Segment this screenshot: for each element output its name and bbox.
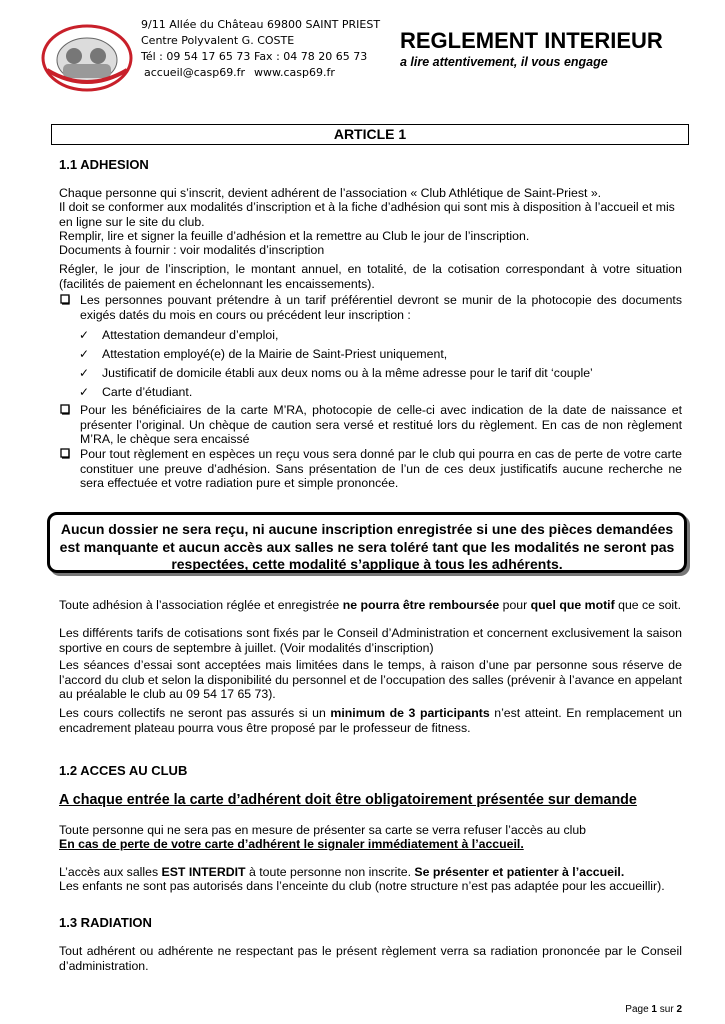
club-logo <box>41 14 133 92</box>
list-item-text: Pour les bénéficiaires de la carte M’RA, photocopie de celle-ci avec indication de la date de naissance et présenter l’original. Un chèque de caution sera versé et restitué lors du règlement. En cas de non règlement M’RA, le chèque sera encaissé <box>80 403 682 447</box>
total-pages: 2 <box>676 1004 682 1015</box>
check-item <box>79 328 639 343</box>
phone: Tél : 09 54 17 65 73 <box>141 50 251 63</box>
text-span: Page <box>625 1004 652 1015</box>
check-item <box>79 385 639 400</box>
text-span: que ce soit. <box>614 598 681 612</box>
list-item-cash-receipt <box>59 447 682 491</box>
paragraph-documents: Documents à fournir : voir modalités d’inscription <box>59 243 325 257</box>
checkbox-bullet-icon <box>59 403 71 415</box>
text-span: pour <box>499 598 531 612</box>
text-span: sur <box>656 1004 677 1015</box>
access-card-rule: A chaque entrée la carte d’adhérent doit être obligatoirement présentée sur demande <box>59 792 637 808</box>
check-item-text: Attestation demandeur d’emploi, <box>102 328 279 342</box>
paragraph-payment: Régler, le jour de l’inscription, le montant annuel, en totalité, de la cotisation correspondant à votre situation (facilités de paiement en échelonnant les encaissements). <box>59 262 682 291</box>
paragraph-group-classes <box>59 706 682 735</box>
check-item-text: Attestation employé(e) de la Mairie de Saint-Priest uniquement, <box>102 347 448 361</box>
checkbox-bullet-icon <box>59 447 71 459</box>
paragraph-access-forbidden <box>59 865 682 880</box>
bold-span: quel que motif <box>530 598 615 612</box>
email-row <box>141 65 391 81</box>
check-item-text: Carte d’étudiant. <box>102 385 193 399</box>
paragraph-trial-sessions: Les séances d’essai sont acceptées mais limitées dans le temps, à raison d’une par personne sous réserve de l’accord du club et selon la disponibilité du personnel et de l’occupation des salles (prévenir à l’avance en appelant au préalable le club au 09 54 17 65 73). <box>59 658 682 702</box>
list-item-text: Les personnes pouvant prétendre à un tarif préférentiel devront se munir de la photocopie des documents exigés datés du mois en cours ou précédent leur inscription : <box>80 293 682 322</box>
checkmark-icon: ✓ <box>79 328 90 342</box>
checkmark-icon: ✓ <box>79 366 90 380</box>
bold-span: minimum de 3 participants <box>330 706 490 720</box>
paragraph-tariffs: Les différents tarifs de cotisations sont fixés par le Conseil d’Administration et concernent exclusivement la saison sportive en cours de septembre à juillet. (Voir modalités d’inscription) <box>59 626 682 655</box>
phone-row <box>141 49 391 65</box>
center-name: Centre Polyvalent G. COSTE <box>141 34 295 47</box>
paragraph-membership: Chaque personne qui s’inscrit, devient adhérent de l’association « Club Athlétique de Saint-Priest ». <box>59 186 602 200</box>
address: 9/11 Allée du Château 69800 SAINT PRIEST <box>141 18 381 31</box>
page-title: REGLEMENT INTERIEUR <box>400 28 663 53</box>
check-item <box>79 366 679 381</box>
bold-span: EST INTERDIT <box>161 865 246 879</box>
article-heading: ARTICLE 1 <box>51 124 689 145</box>
warning-notice-box: Aucun dossier ne sera reçu, ni aucune inscription enregistrée si une des pièces demandées est manquante et aucun accès aux salles ne sera toléré tant que les modalités ne seront pas respectées, cette modalité s’applique à tous les adhérents. <box>47 512 687 573</box>
text-span: à toute personne non inscrite. <box>245 865 415 879</box>
text-span: n’est atteint. En remplacement un encadrement plateau pourra vous être proposé par le professeur de fitness. <box>59 706 683 735</box>
paragraph-fill-form: Remplir, lire et signer la feuille d’adhésion et la remettre au Club le jour de l’inscription. <box>59 229 530 243</box>
paragraph-card-loss: En cas de perte de votre carte d’adhérent le signaler immédiatement à l’accueil. <box>59 837 524 851</box>
page-number <box>625 1004 682 1016</box>
checkmark-icon: ✓ <box>79 347 90 361</box>
section-heading-adhesion: 1.1 ADHESION <box>59 157 149 172</box>
text-span: Les cours collectifs ne seront pas assurés si un <box>59 706 331 720</box>
list-item-preferential-rate <box>59 293 682 322</box>
paragraph-card-refusal: Toute personne qui ne sera pas en mesure de présenter sa carte se verra refuser l’accès au club <box>59 823 587 837</box>
fax: Fax : 04 78 20 65 73 <box>254 50 368 63</box>
checkmark-icon: ✓ <box>79 385 90 399</box>
checkbox-bullet-icon <box>59 293 71 305</box>
website-link[interactable]: www.casp69.fr <box>254 66 335 79</box>
list-item-text: Pour tout règlement en espèces un reçu vous sera donné par le club qui pourra en cas de perte de votre carte constituer une preuve d’adhésion. Sans présentation de l’un de ces deux justificatifs aucune recherche ne sera effectuée et votre radiation pure et simple prononcée. <box>80 447 682 491</box>
text-span: Toute adhésion à l’association réglée et enregistrée <box>59 598 343 612</box>
bold-span: ne pourra être remboursée <box>342 598 500 612</box>
club-logo-icon <box>41 14 133 92</box>
bold-span: Se présenter et patienter à l’accueil. <box>414 865 625 879</box>
paragraph-radiation: Tout adhérent ou adhérente ne respectant pas le présent règlement verra sa radiation prononcée par le Conseil d’administration. <box>59 944 682 973</box>
list-item-mra <box>59 403 682 447</box>
section-heading-radiation: 1.3 RADIATION <box>59 915 152 930</box>
current-page: 1 <box>651 1004 657 1015</box>
page-subtitle: a lire attentivement, il vous engage <box>400 55 608 69</box>
paragraph-conform: Il doit se conformer aux modalités d’inscription et à la fiche d’adhésion qui sont mis à disposition à l’accueil et mis en ligne sur le site du club. <box>59 200 675 229</box>
text-span: L’accès aux salles <box>59 865 162 879</box>
email-link[interactable]: accueil@casp69.fr <box>144 66 246 79</box>
check-item-text: Justificatif de domicile établi aux deux noms ou à la même adresse pour le tarif dit ‘couple’ <box>102 366 593 380</box>
paragraph-children: Les enfants ne sont pas autorisés dans l’enceinte du club (notre structure n’est pas adaptée pour les accueillir). <box>59 879 665 893</box>
check-item <box>79 347 639 362</box>
contact-block <box>141 17 391 81</box>
paragraph-no-refund <box>59 598 682 613</box>
section-heading-access: 1.2 ACCES AU CLUB <box>59 763 188 778</box>
